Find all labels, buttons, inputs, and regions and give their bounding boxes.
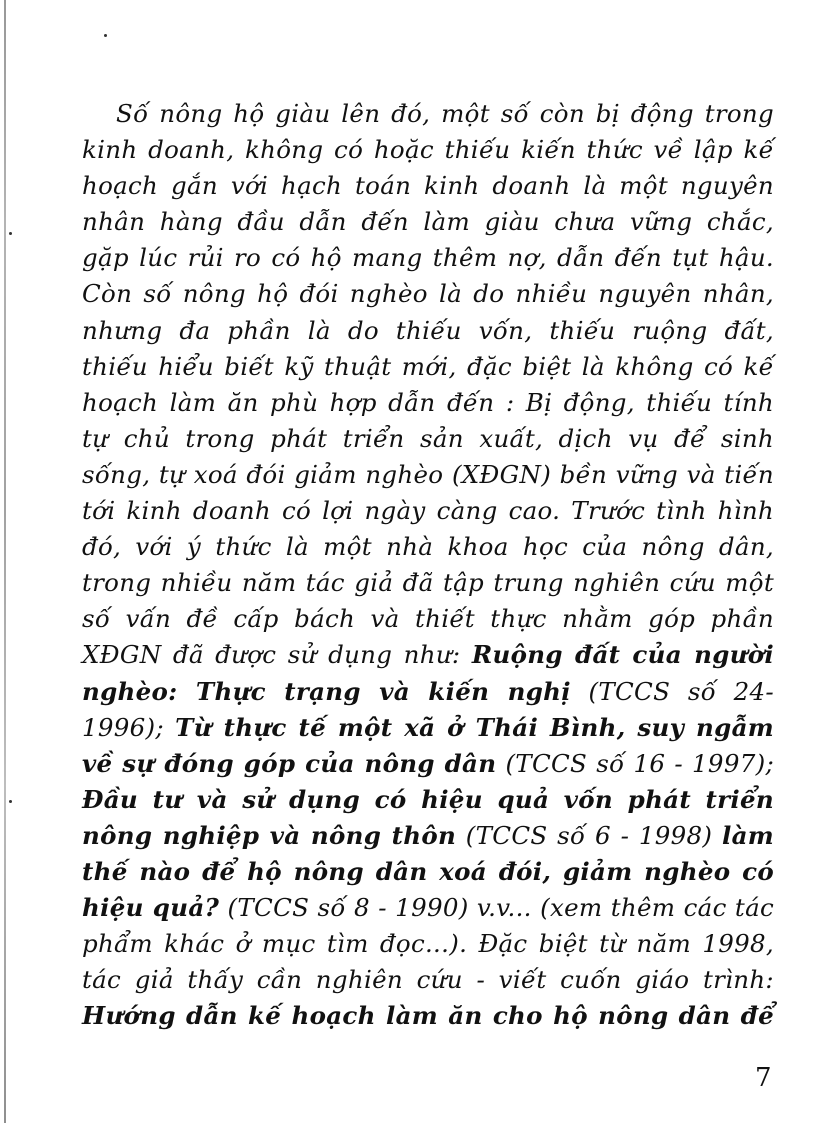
text-line [82, 168, 774, 204]
bold-title-run: Từ thực tế một xã ở Thái Bình, suy ngẫm [175, 712, 774, 742]
text-line [82, 529, 774, 565]
text-run: thiếu hiểu biết kỹ thuật mới, đặc biệt là không có kế [82, 351, 774, 381]
text-run: (TCCS số 24- [570, 676, 774, 706]
bold-title-run: nghèo: Thực trạng và kiến nghị [82, 676, 571, 706]
text-line [82, 565, 774, 601]
text-line [82, 204, 774, 240]
text-line [82, 240, 774, 276]
bold-title-run: về sự đóng góp của nông dân [82, 748, 497, 778]
text-line [82, 313, 774, 349]
text-run: hoạch làm ăn phù hợp dẫn đến : Bị động, thiếu tính [82, 387, 774, 417]
text-line [82, 493, 774, 529]
text-run: tự chủ trong phát triển sản xuất, dịch vụ để sinh [82, 423, 774, 453]
bold-title-run: hiệu quả? [82, 893, 220, 923]
text-run: trong nhiều năm tác giả đã tập trung nghiên cứu một [82, 568, 774, 598]
text-line [82, 818, 774, 854]
text-line [82, 998, 774, 1034]
text-run: 1996); [82, 712, 176, 742]
scan-speck [9, 800, 12, 803]
bold-title-run: nông nghiệp và nông thôn [82, 820, 457, 850]
text-line [82, 601, 774, 637]
text-line [82, 276, 774, 312]
bold-title-run: làm [721, 820, 774, 850]
text-line [82, 854, 774, 890]
text-run: hoạch gắn với hạch toán kinh doanh là một nguyên [82, 171, 774, 201]
text-line [82, 385, 774, 421]
text-line [82, 674, 774, 710]
text-run: đó, với ý thức là một nhà khoa học của nông dân, [82, 532, 774, 562]
text-line [82, 710, 774, 746]
text-line [82, 890, 774, 926]
text-run: tới kinh doanh có lợi ngày càng cao. Trước tình hình [82, 496, 774, 526]
text-run: kinh doanh, không có hoặc thiếu kiến thức về lập kế [82, 135, 774, 165]
text-line [82, 421, 774, 457]
scan-edge-line [4, 0, 6, 1123]
text-line [82, 637, 774, 673]
text-run: Số nông hộ giàu lên đó, một số còn bị động trong [116, 99, 774, 128]
bold-title-run: thế nào để hộ nông dân xoá đói, giảm nghèo có [82, 856, 774, 886]
body-text [82, 96, 774, 1034]
text-run: phẩm khác ở mục tìm đọc...). Đặc biệt từ năm 1998, [82, 929, 774, 959]
scan-speck [104, 34, 107, 37]
text-run: gặp lúc rủi ro có hộ mang thêm nợ, dẫn đến tụt hậu. [82, 243, 774, 273]
text-run: nhưng đa phần là do thiếu vốn, thiếu ruộng đất, [82, 315, 774, 345]
scan-speck [9, 232, 12, 235]
text-line [82, 746, 774, 782]
text-line [82, 96, 774, 132]
text-line [82, 782, 774, 818]
text-run: Còn số nông hộ đói nghèo là do nhiều nguyên nhân, [82, 279, 774, 309]
text-run: (TCCS số 8 - 1990) v.v... (xem thêm các tác [219, 893, 774, 923]
text-run: số vấn đề cấp bách và thiết thực nhằm góp phần [82, 604, 774, 634]
text-run: sống, tự xoá đói giảm nghèo (XĐGN) bền vững và tiến [82, 459, 774, 489]
bold-title-run: Đầu tư và sử dụng có hiệu quả vốn phát triển [82, 784, 774, 814]
text-line [82, 926, 774, 962]
text-run: (TCCS số 16 - 1997); [496, 748, 775, 778]
text-run: nhân hàng đầu dẫn đến làm giàu chưa vững chắc, [82, 207, 774, 237]
text-line [82, 349, 774, 385]
text-line [82, 962, 774, 998]
bold-title-run: Hướng dẫn kế hoạch làm ăn cho hộ nông dân để [82, 1001, 774, 1031]
text-line [82, 132, 774, 168]
page-number: 7 [755, 1063, 772, 1093]
text-run: tác giả thấy cần nghiên cứu - viết cuốn giáo trình: [82, 965, 774, 995]
bold-title-run: Ruộng đất của người [471, 640, 774, 670]
text-run: (TCCS số 6 - 1998) [456, 820, 722, 850]
text-run: XĐGN đã được sử dụng như: [82, 640, 472, 670]
text-line [82, 457, 774, 493]
